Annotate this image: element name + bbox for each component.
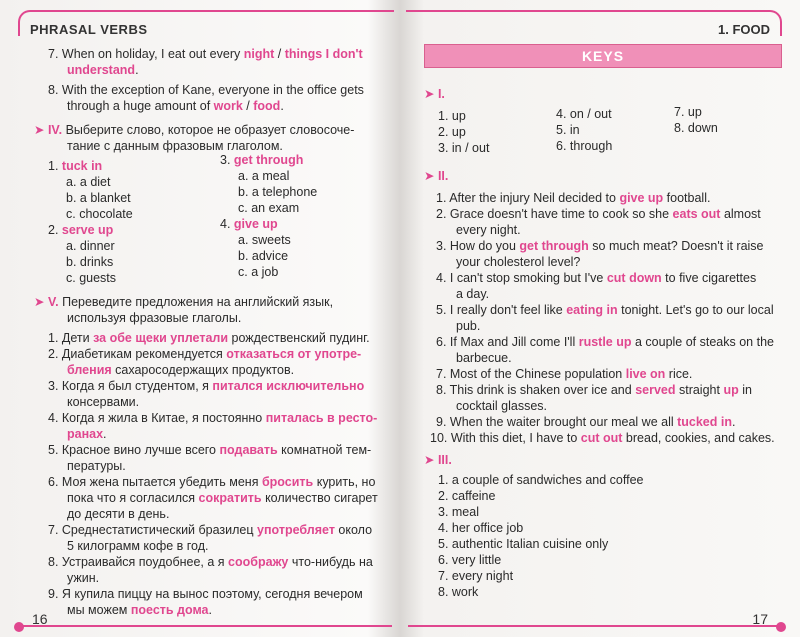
highlighted-phrase: food bbox=[253, 99, 281, 113]
text-fragment: пературы. bbox=[67, 459, 126, 473]
footer-dot-icon bbox=[14, 622, 24, 632]
text-fragment: 6. Моя жена пытается убедить меня bbox=[48, 475, 262, 489]
text-fragment: 1. Дети bbox=[48, 331, 94, 345]
right-text-line bbox=[424, 86, 445, 102]
text-fragment: c. an exam bbox=[238, 201, 300, 215]
text-fragment: курить, но bbox=[313, 475, 376, 489]
left-text-line bbox=[67, 458, 126, 474]
highlighted-phrase: cut out bbox=[580, 431, 623, 445]
text-fragment: 1. bbox=[48, 159, 62, 173]
highlighted-phrase: tuck in bbox=[61, 159, 103, 173]
right-text-line bbox=[438, 140, 489, 156]
left-text-line bbox=[48, 554, 373, 570]
text-fragment: 8. down bbox=[674, 121, 718, 135]
highlighted-phrase: night bbox=[243, 47, 275, 61]
highlighted-phrase: поесть дома bbox=[130, 603, 209, 617]
right-text-line bbox=[456, 398, 547, 414]
text-fragment: что-нибудь на bbox=[288, 555, 373, 569]
text-fragment: 6. very little bbox=[438, 553, 502, 567]
left-text-line bbox=[66, 174, 110, 190]
left-text-line bbox=[48, 474, 375, 490]
left-text-line bbox=[238, 232, 291, 248]
left-text-line bbox=[66, 238, 115, 254]
text-fragment: barbecue. bbox=[456, 351, 512, 365]
text-fragment: bread, cookies, and cakes. bbox=[622, 431, 775, 445]
right-text-line bbox=[430, 430, 775, 446]
text-fragment: 3. bbox=[220, 153, 234, 167]
text-fragment: tonight. Let's go to our local bbox=[617, 303, 774, 317]
text-fragment: 10. With this diet, I have to bbox=[430, 431, 581, 445]
text-fragment: 5. authentic Italian cuisine only bbox=[438, 537, 609, 551]
right-text-line bbox=[438, 108, 466, 124]
text-fragment: 1. After the injury Neil decided to bbox=[436, 191, 620, 205]
highlighted-phrase: бления bbox=[67, 363, 112, 377]
footer-dot-icon bbox=[776, 622, 786, 632]
text-fragment: b. a blanket bbox=[66, 191, 131, 205]
right-page-number: 17 bbox=[752, 611, 768, 627]
text-fragment: около bbox=[334, 523, 373, 537]
text-fragment: 5 килограмм кофе в год. bbox=[67, 539, 209, 553]
text-fragment: 9. Я купила пиццу на вынос поэтому, сегодня вечером bbox=[48, 587, 363, 601]
highlighted-phrase: get through bbox=[233, 153, 304, 167]
text-fragment: ужин. bbox=[67, 571, 100, 585]
left-text-line bbox=[67, 506, 169, 522]
left-text-line bbox=[48, 378, 364, 394]
text-fragment: 6. If Max and Jill come I'll bbox=[436, 335, 579, 349]
right-text-line bbox=[438, 584, 478, 600]
highlighted-phrase: live on bbox=[625, 367, 666, 381]
left-text-line bbox=[238, 200, 299, 216]
text-fragment: a. a diet bbox=[66, 175, 111, 189]
right-text-line bbox=[438, 472, 643, 488]
text-fragment: pub. bbox=[456, 319, 481, 333]
highlighted-phrase: served bbox=[635, 383, 676, 397]
left-text-line bbox=[48, 586, 363, 602]
text-fragment: до десяти в день. bbox=[67, 507, 170, 521]
text-fragment: . bbox=[731, 415, 736, 429]
text-fragment: . bbox=[280, 99, 284, 113]
text-fragment: 2. caffeine bbox=[438, 489, 496, 503]
text-fragment: straight bbox=[675, 383, 724, 397]
text-fragment: 2. up bbox=[438, 125, 466, 139]
left-footer bbox=[18, 609, 392, 627]
highlighted-phrase: get through bbox=[519, 239, 589, 253]
left-text-line bbox=[48, 46, 363, 62]
right-text-line bbox=[438, 536, 608, 552]
text-fragment: 3. How do you bbox=[436, 239, 520, 253]
text-fragment: пока что я согласился bbox=[67, 491, 199, 505]
right-text-line bbox=[438, 124, 466, 140]
highlighted-phrase: things I don't bbox=[284, 47, 363, 61]
highlighted-phrase: tucked in bbox=[677, 415, 732, 429]
text-fragment: 7. up bbox=[674, 105, 702, 119]
right-header-title: 1. FOOD bbox=[717, 22, 770, 37]
text-fragment: Выберите слово, которое не образует словосоче- bbox=[65, 123, 355, 137]
right-text-line bbox=[438, 504, 479, 520]
left-text-line bbox=[48, 330, 370, 346]
text-fragment: rice. bbox=[665, 367, 693, 381]
right-text-line bbox=[556, 138, 612, 154]
text-fragment: количество сигарет bbox=[261, 491, 378, 505]
right-text-line bbox=[674, 120, 718, 136]
text-fragment: 1. up bbox=[438, 109, 466, 123]
highlighted-phrase: cut down bbox=[606, 271, 662, 285]
text-fragment: a day. bbox=[456, 287, 490, 301]
text-fragment: 8. This drink is shaken over ice and bbox=[436, 383, 636, 397]
right-text-line bbox=[438, 520, 523, 536]
highlighted-phrase: бросить bbox=[261, 475, 314, 489]
text-fragment: a. dinner bbox=[66, 239, 115, 253]
text-fragment: 2. bbox=[48, 223, 62, 237]
text-fragment: 1. a couple of sandwiches and coffee bbox=[438, 473, 644, 487]
text-fragment: тание с данным фразовым глаголом. bbox=[67, 139, 283, 153]
text-fragment: a. sweets bbox=[238, 233, 291, 247]
right-text-line bbox=[424, 452, 452, 468]
right-text-line bbox=[436, 206, 761, 222]
right-text-line bbox=[456, 286, 489, 302]
text-fragment: cocktail glasses. bbox=[456, 399, 548, 413]
right-footer bbox=[408, 609, 782, 627]
left-page bbox=[0, 0, 396, 637]
highlighted-phrase: give up bbox=[233, 217, 278, 231]
left-text-line bbox=[67, 394, 139, 410]
text-fragment: 4. on / out bbox=[556, 107, 612, 121]
right-text-line bbox=[456, 318, 480, 334]
highlighted-phrase: give up bbox=[619, 191, 664, 205]
text-fragment: 4. I can't stop smoking but I've bbox=[436, 271, 607, 285]
left-text-line bbox=[220, 152, 303, 168]
text-fragment: сахаросодержащих продуктов. bbox=[111, 363, 295, 377]
left-text-line bbox=[238, 264, 278, 280]
text-fragment: your cholesterol level? bbox=[456, 255, 581, 269]
left-text-line bbox=[66, 190, 131, 206]
text-fragment: football. bbox=[663, 191, 711, 205]
exercise-heading: ➤ IV. bbox=[34, 123, 66, 137]
left-text-line bbox=[67, 310, 241, 326]
text-fragment: b. drinks bbox=[66, 255, 114, 269]
right-text-line bbox=[556, 106, 612, 122]
left-text-line bbox=[66, 270, 116, 286]
left-text-line bbox=[67, 62, 139, 78]
right-text-line bbox=[424, 168, 448, 184]
left-text-line bbox=[34, 122, 354, 138]
keys-banner: KEYS bbox=[424, 44, 782, 68]
left-text-line bbox=[34, 294, 333, 310]
left-text-line bbox=[238, 184, 317, 200]
text-fragment: / bbox=[242, 99, 254, 113]
left-text-line bbox=[48, 82, 364, 98]
text-fragment: 4. bbox=[220, 217, 234, 231]
text-fragment: 3. Когда я был студентом, я bbox=[48, 379, 213, 393]
highlighted-phrase: eats out bbox=[672, 207, 721, 221]
text-fragment: 3. in / out bbox=[438, 141, 490, 155]
left-text-line bbox=[238, 168, 289, 184]
text-fragment: 7. Среднестатистический бразилец bbox=[48, 523, 258, 537]
left-text-line bbox=[48, 158, 102, 174]
text-fragment: 8. Устраивайся поудобнее, а я bbox=[48, 555, 229, 569]
exercise-heading: ➤ III. bbox=[424, 453, 452, 467]
highlighted-phrase: up bbox=[723, 383, 739, 397]
left-text-line bbox=[48, 222, 113, 238]
highlighted-phrase: work bbox=[213, 99, 243, 113]
highlighted-phrase: питался исключительно bbox=[212, 379, 365, 393]
left-text-line bbox=[67, 362, 294, 378]
text-fragment: in bbox=[738, 383, 752, 397]
left-text-line bbox=[48, 522, 372, 538]
text-fragment: through a huge amount of bbox=[67, 99, 214, 113]
text-fragment: c. guests bbox=[66, 271, 117, 285]
left-text-line bbox=[66, 254, 113, 270]
text-fragment: 2. Диабетикам рекомендуется bbox=[48, 347, 227, 361]
right-text-line bbox=[456, 254, 580, 270]
left-text-line bbox=[48, 442, 371, 458]
text-fragment: Переведите предложения на английский язык, bbox=[62, 295, 334, 309]
text-fragment: используя фразовые глаголы. bbox=[67, 311, 242, 325]
right-text-line bbox=[436, 366, 692, 382]
text-fragment: 7. Most of the Chinese population bbox=[436, 367, 626, 381]
left-text-line bbox=[67, 426, 107, 442]
text-fragment: almost bbox=[720, 207, 761, 221]
text-fragment: 7. every night bbox=[438, 569, 514, 583]
right-page bbox=[404, 0, 800, 637]
text-fragment: 5. Красное вино лучше всего bbox=[48, 443, 220, 457]
text-fragment: 8. work bbox=[438, 585, 479, 599]
highlighted-phrase: соображу bbox=[228, 555, 289, 569]
text-fragment: 7. When on holiday, I eat out every bbox=[48, 47, 244, 61]
left-text-line bbox=[66, 206, 133, 222]
highlighted-phrase: отказаться от употре- bbox=[226, 347, 362, 361]
exercise-heading: ➤ I. bbox=[424, 87, 445, 101]
text-fragment: a couple of steaks on the bbox=[631, 335, 774, 349]
left-page-number: 16 bbox=[32, 611, 48, 627]
right-text-line bbox=[436, 270, 756, 286]
text-fragment: to five cigarettes bbox=[661, 271, 757, 285]
left-text-line bbox=[67, 570, 99, 586]
text-fragment: . bbox=[208, 603, 212, 617]
highlighted-phrase: serve up bbox=[61, 223, 114, 237]
left-header-title: PHRASAL VERBS bbox=[30, 22, 148, 37]
text-fragment: рождественский пудинг. bbox=[228, 331, 370, 345]
text-fragment: every night. bbox=[456, 223, 521, 237]
exercise-heading: ➤ V. bbox=[34, 295, 63, 309]
left-text-line bbox=[238, 248, 288, 264]
highlighted-phrase: сократить bbox=[198, 491, 262, 505]
right-text-line bbox=[436, 414, 735, 430]
highlighted-phrase: rustle up bbox=[578, 335, 632, 349]
text-fragment: a. a meal bbox=[238, 169, 290, 183]
highlighted-phrase: understand bbox=[67, 63, 136, 77]
left-text-line bbox=[220, 216, 278, 232]
left-header bbox=[18, 10, 394, 36]
text-fragment: 2. Grace doesn't have time to cook so she bbox=[436, 207, 673, 221]
right-text-line bbox=[438, 552, 501, 568]
text-fragment: b. advice bbox=[238, 249, 289, 263]
left-text-line bbox=[48, 410, 377, 426]
right-text-line bbox=[456, 350, 512, 366]
text-fragment: 9. When the waiter brought our meal we all bbox=[436, 415, 678, 429]
right-text-line bbox=[436, 190, 710, 206]
text-fragment: . bbox=[135, 63, 139, 77]
right-text-line bbox=[436, 382, 752, 398]
left-text-line bbox=[48, 346, 361, 362]
text-fragment: b. a telephone bbox=[238, 185, 318, 199]
text-fragment: комнатной тем- bbox=[277, 443, 372, 457]
highlighted-phrase: питалась в ресто- bbox=[265, 411, 378, 425]
text-fragment: so much meat? Doesn't it raise bbox=[588, 239, 764, 253]
text-fragment: 8. With the exception of Kane, everyone in the office gets bbox=[48, 83, 364, 97]
text-fragment: 4. Когда я жила в Китае, я постоянно bbox=[48, 411, 266, 425]
left-text-line bbox=[67, 98, 284, 114]
left-text-line bbox=[67, 490, 378, 506]
highlighted-phrase: подавать bbox=[219, 443, 278, 457]
highlighted-phrase: употребляет bbox=[257, 523, 335, 537]
text-fragment: / bbox=[274, 47, 285, 61]
highlighted-phrase: ранах bbox=[67, 427, 104, 441]
text-fragment: c. chocolate bbox=[66, 207, 133, 221]
left-text-line bbox=[67, 538, 209, 554]
text-fragment: . bbox=[103, 427, 107, 441]
text-fragment: консервами. bbox=[67, 395, 140, 409]
right-text-line bbox=[438, 568, 513, 584]
highlighted-phrase: eating in bbox=[566, 303, 618, 317]
text-fragment: 5. in bbox=[556, 123, 580, 137]
text-fragment: c. a job bbox=[238, 265, 279, 279]
right-text-line bbox=[436, 302, 774, 318]
text-fragment: мы можем bbox=[67, 603, 131, 617]
highlighted-phrase: за обе щеки уплетали bbox=[93, 331, 229, 345]
right-text-line bbox=[674, 104, 702, 120]
text-fragment: 4. her office job bbox=[438, 521, 524, 535]
text-fragment: 3. meal bbox=[438, 505, 479, 519]
right-text-line bbox=[436, 334, 774, 350]
right-header bbox=[406, 10, 782, 36]
text-fragment: 6. through bbox=[556, 139, 613, 153]
exercise-heading: ➤ II. bbox=[424, 169, 449, 183]
right-text-line bbox=[556, 122, 580, 138]
right-text-line bbox=[436, 238, 764, 254]
right-text-line bbox=[438, 488, 495, 504]
text-fragment: 5. I really don't feel like bbox=[436, 303, 567, 317]
right-text-line bbox=[456, 222, 521, 238]
